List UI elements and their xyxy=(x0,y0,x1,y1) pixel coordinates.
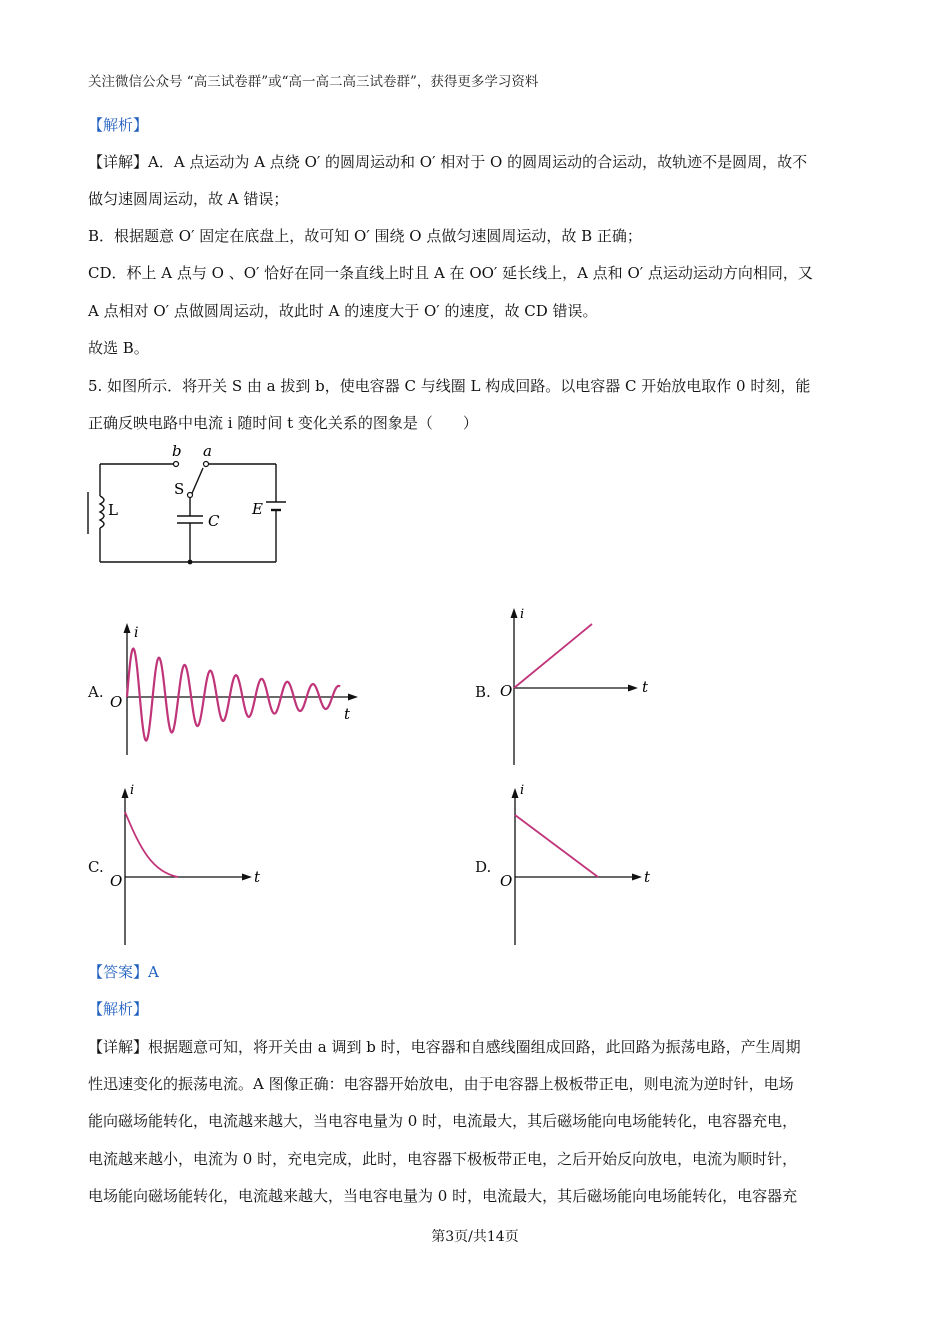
label-l: L xyxy=(108,501,118,519)
switch-pivot xyxy=(188,493,193,498)
option-d-label: D. xyxy=(475,858,492,876)
q4-detail-line-4: CD．杯上 A 点与 O 、O′ 恰好在同一条直线上时且 A 在 OO′ 延长线上，A 点和 O′ 点运动运动方向相同，又 xyxy=(88,264,813,282)
axis-i-label: i xyxy=(520,783,525,798)
damped-oscillation-curve xyxy=(127,649,340,741)
axis-t-label: t xyxy=(642,678,649,696)
junction-dot xyxy=(188,560,193,565)
option-d-graph xyxy=(490,780,660,950)
q4-detail-line-1: 【详解】A．A 点运动为 A 点绕 O′ 的圆周运动和 O′ 相对于 O 的圆周运动的合运动，故轨迹不是圆周，故不 xyxy=(88,153,808,171)
inductor-coil xyxy=(100,496,104,528)
q4-detail-line-6: 故选 B。 xyxy=(88,339,149,357)
q5-stem-line-2: 正确反映电路中电流 i 随时间 t 变化关系的图象是（ ） xyxy=(88,414,478,432)
q4-detail-line-5: A 点相对 O′ 点做圆周运动，故此时 A 的速度大于 O′ 的速度，故 CD 错误。 xyxy=(88,302,598,320)
label-b: b xyxy=(172,442,182,460)
q4-detail-line-3: B．根据题意 O′ 固定在底盘上，故可知 O′ 围绕 O 点做匀速圆周运动，故 B 正确； xyxy=(88,227,642,245)
q4-detail-line-2: 做匀速圆周运动，故 A 错误； xyxy=(88,190,289,208)
option-b-graph xyxy=(490,600,660,775)
option-a-graph xyxy=(100,615,370,765)
origin-label: O xyxy=(500,872,513,890)
linear-decrease-line xyxy=(515,815,598,877)
explain-line-1: 【详解】根据题意可知，将开关由 a 调到 b 时，电容器和自感线圈组成回路，此回路为振荡电路，产生周期 xyxy=(88,1038,801,1056)
option-c-graph xyxy=(100,780,270,950)
axis-t-label: t xyxy=(254,868,261,886)
option-a-label: A. xyxy=(88,683,104,701)
label-a: a xyxy=(203,442,212,460)
axis-i-label: i xyxy=(134,625,139,641)
label-s: S xyxy=(174,480,185,498)
terminal-a xyxy=(204,462,209,467)
origin-label: O xyxy=(110,872,123,890)
analysis-tag-2: 【解析】 xyxy=(88,1000,149,1018)
label-e: E xyxy=(252,500,263,518)
origin-label: O xyxy=(500,682,513,700)
explain-line-3: 能向磁场能转化，电流越来越大，当电容电量为 0 时，电流最大，其后磁场能向电场能转化，电容器充电， xyxy=(88,1112,798,1130)
axis-t-label: t xyxy=(344,705,351,723)
page-footer: 第3页/共14页 xyxy=(431,1229,519,1245)
explain-line-2: 性迅速变化的振荡电流。A 图像正确：电容器开始放电，由于电容器上极板带正电，则电流为逆时针，电场 xyxy=(88,1075,794,1093)
answer-tag: 【答案】A xyxy=(88,963,159,981)
terminal-b xyxy=(174,462,179,467)
explain-line-5: 电场能向磁场能转化，电流越来越大，当电容电量为 0 时，电流最大，其后磁场能向电场能转化，电容器充 xyxy=(88,1187,798,1205)
label-c: C xyxy=(208,512,220,530)
option-c-label: C. xyxy=(88,858,104,876)
option-b-label: B. xyxy=(475,683,491,701)
axis-t-label: t xyxy=(644,868,651,886)
explain-line-4: 电流越来越小，电流为 0 时，充电完成，此时，电容器下极板带正电，之后开始反向放电，电流为顺时针， xyxy=(88,1150,798,1168)
linear-increase-line xyxy=(514,624,592,688)
axis-i-label: i xyxy=(130,783,135,798)
page-header: 关注微信公众号 “高三试卷群”或“高一高二高三试卷群”，获得更多学习资料 xyxy=(88,74,539,90)
axis-i-label: i xyxy=(520,607,525,622)
exponential-decay-curve xyxy=(125,812,178,877)
lc-circuit-diagram xyxy=(80,440,300,575)
origin-label: O xyxy=(110,693,123,711)
analysis-tag: 【解析】 xyxy=(88,116,149,134)
q5-stem-line-1: 5. 如图所示．将开关 S 由 a 拔到 b，使电容器 C 与线圈 L 构成回路。以电容器 C 开始放电取作 0 时刻，能 xyxy=(88,377,811,395)
